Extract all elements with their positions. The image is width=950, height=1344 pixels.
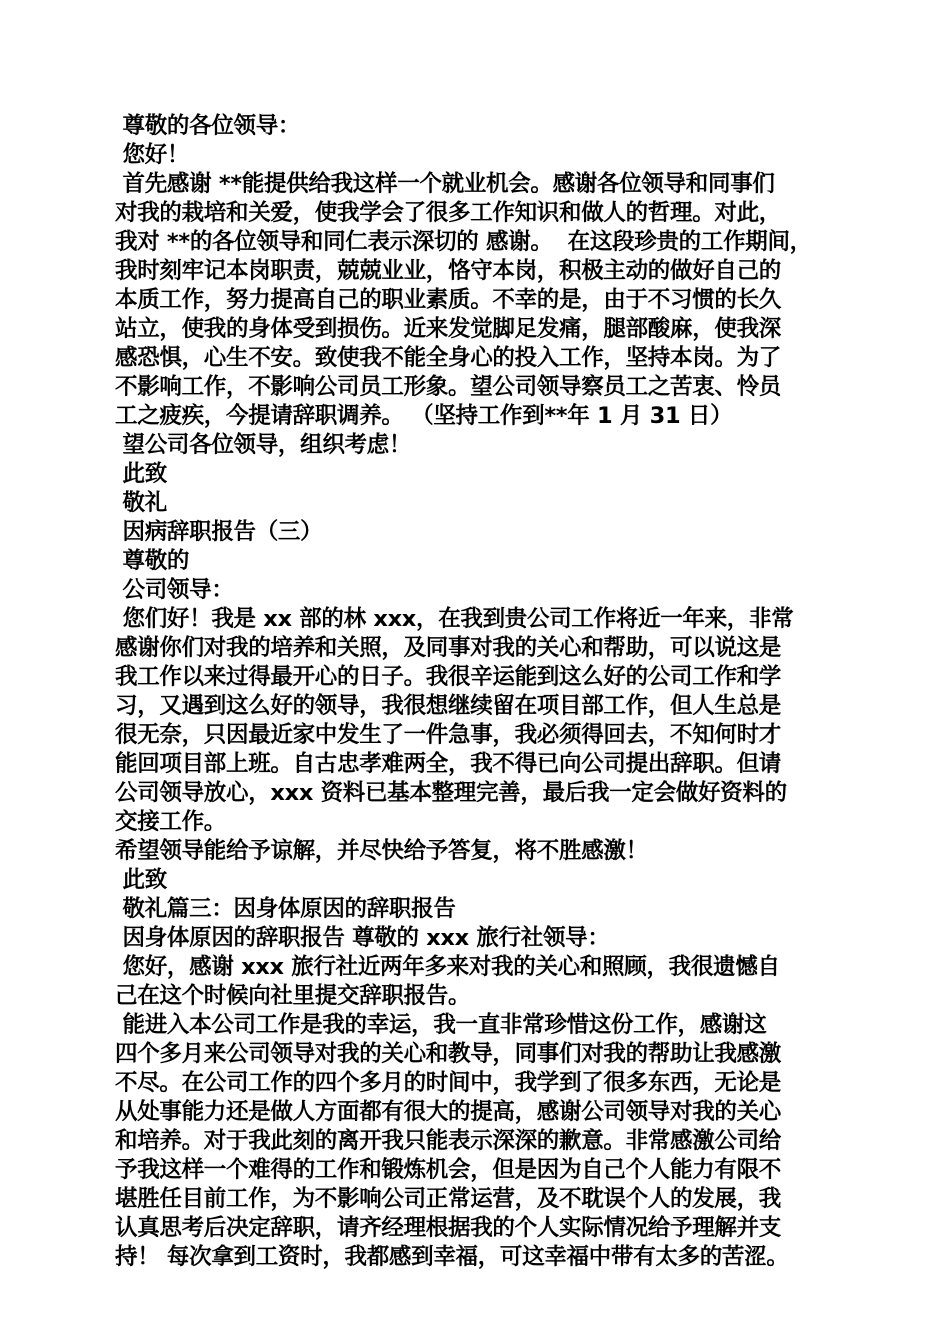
text-line: 公司领导放心，xxx 资料已基本整理完善，最后我一定会做好资料的 [115,780,787,806]
text-line: 您们好！我是 xx 部的林 xxx，在我到贵公司工作将近一年来，非常 [115,606,794,632]
text-line: 工之疲疾，今提请辞职调养。 （坚持工作到**年 1 月 31 日） [115,403,733,429]
document-body [115,112,845,1272]
text-line: 四个多月来公司领导对我的关心和教导，同事们对我的帮助让我感激 [115,1041,782,1067]
text-line: 尊敬的 [115,548,190,574]
text-line: 本质工作，努力提高自己的职业素质。不幸的是，由于不习惯的长久 [115,287,782,313]
text-line: 不影响工作，不影响公司员工形象。望公司领导察员工之苦衷、怜员 [115,374,782,400]
text-line: 公司领导： [115,577,234,603]
text-line: 我对 **的各位领导和同仁表示深切的 感谢。 在这段珍贵的工作期间， [115,229,812,255]
text-line: 能回项目部上班。自古忠孝难两全，我不得已向公司提出辞职。但请 [115,751,782,777]
text-line: 持！ 每次拿到工资时，我都感到幸福，可这幸福中带有太多的苦涩。 [115,1244,789,1270]
text-line: 尊敬的各位领导： [115,113,301,139]
text-line: 认真思考后决定辞职，请齐经理根据我的个人实际情况给予理解并支 [115,1215,782,1241]
text-line: 己在这个时候向社里提交辞职报告。 [115,983,471,1009]
text-line: 我工作以来过得最开心的日子。我很辛运能到这么好的公司工作和学 [115,664,782,690]
text-line: 很无奈，只因最近家中发生了一件急事，我必须得回去，不知何时才 [115,722,782,748]
text-line: 感谢你们对我的培养和关照，及同事对我的关心和帮助，可以说这是 [115,635,782,661]
text-line: 不尽。在公司工作的四个多月的时间中，我学到了很多东西，无论是 [115,1070,782,1096]
text-line: 堪胜任目前工作，为不影响公司正常运营，及不耽误个人的发展，我 [115,1186,782,1212]
text-line: 予我这样一个难得的工作和锻炼机会，但是因为自己个人能力有限不 [115,1157,782,1183]
text-line: 站立，使我的身体受到损伤。近来发觉脚足发痛，腿部酸麻，使我深 [115,316,782,342]
text-line: 希望领导能给予谅解，并尽快给予答复，将不胜感激！ [115,838,648,864]
text-line: 和培养。对于我此刻的离开我只能表示深深的歉意。非常感激公司给 [115,1128,782,1154]
text-line: 您好！ [115,142,190,168]
text-line: 敬礼 [115,490,167,516]
text-line: 能进入本公司工作是我的幸运，我一直非常珍惜这份工作，感谢这 [115,1012,767,1038]
text-line: 我时刻牢记本岗职责，兢兢业业，恪守本岗，积极主动的做好自己的 [115,258,782,284]
text-line: 首先感谢 **能提供给我这样一个就业机会。感谢各位领导和同事们 [115,171,775,197]
text-line: 因身体原因的辞职报告 尊敬的 xxx 旅行社领导： [115,925,610,951]
section-heading: 因病辞职报告（三） [115,519,323,545]
section-heading: 敬礼篇三：因身体原因的辞职报告 [115,896,456,922]
text-line: 对我的栽培和关爱，使我学会了很多工作知识和做人的哲理。对此， [115,200,782,226]
text-line: 此致 [115,461,167,487]
text-line: 感恐惧，心生不安。致使我不能全身心的投入工作，坚持本岗。为了 [115,345,782,371]
text-line: 习，又遇到这么好的领导，我很想继续留在项目部工作，但人生总是 [115,693,782,719]
text-line: 此致 [115,867,167,893]
text-line: 您好，感谢 xxx 旅行社近两年多来对我的关心和照顾，我很遗憾自 [115,954,780,980]
text-line: 交接工作。 [115,809,227,835]
text-line: 望公司各位领导，组织考虑！ [115,432,412,458]
text-line: 从处事能力还是做人方面都有很大的提高，感谢公司领导对我的关心 [115,1099,782,1125]
